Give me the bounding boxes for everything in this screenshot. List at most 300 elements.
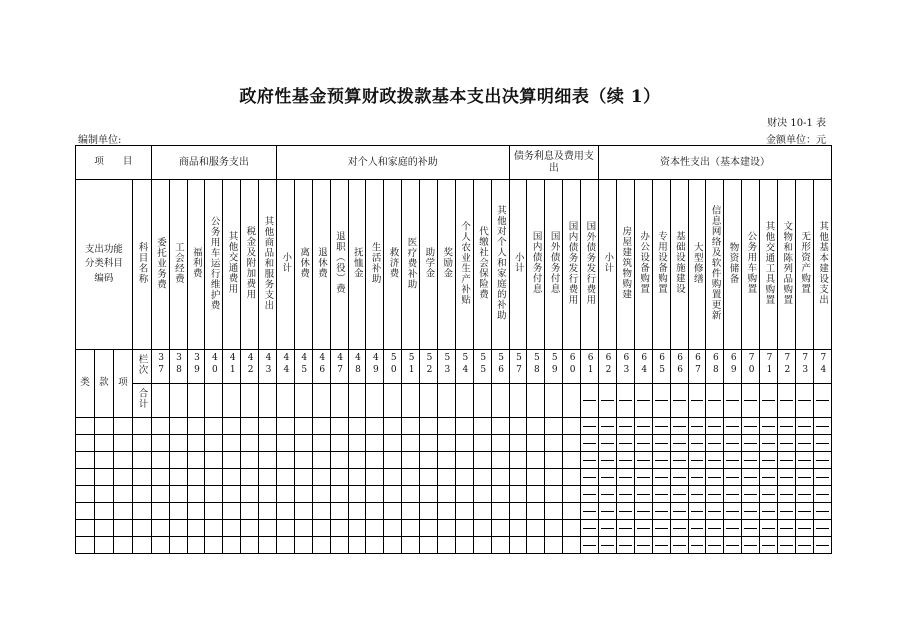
column-label: 助学金: [423, 247, 435, 279]
value-cell: [813, 418, 831, 435]
dash-mark: [780, 528, 793, 529]
dash-mark: [583, 528, 596, 529]
value-cell: [241, 486, 259, 503]
value-cell: [634, 435, 652, 452]
value-cell: [688, 418, 706, 435]
value-cell: [688, 452, 706, 469]
value-cell: [241, 384, 259, 418]
dash-mark: [708, 400, 721, 401]
value-cell: [330, 435, 348, 452]
value-cell: [778, 418, 796, 435]
value-cell: [241, 503, 259, 520]
value-cell: [545, 384, 563, 418]
value-cell: [527, 452, 545, 469]
value-cell: [778, 503, 796, 520]
value-cell: [473, 384, 491, 418]
value-cell: [438, 469, 456, 486]
value-cell: [420, 486, 438, 503]
value-cell: [491, 418, 509, 435]
value-cell: [438, 520, 456, 537]
group-header-0: [151, 146, 276, 180]
dash-mark: [619, 443, 632, 444]
value-cell: [402, 486, 420, 503]
dash-mark: [762, 443, 775, 444]
dash-mark: [655, 443, 668, 444]
dash-mark: [726, 494, 739, 495]
column-code: 66: [675, 352, 686, 377]
column-header-41: [223, 180, 241, 350]
value-cell: [294, 486, 312, 503]
column-code: 45: [299, 352, 310, 377]
column-code: 65: [657, 352, 668, 377]
value-cell: [688, 520, 706, 537]
value-cell: [473, 520, 491, 537]
value-cell: [509, 452, 527, 469]
value-cell: [527, 537, 545, 554]
value-cell: [795, 384, 813, 418]
code-cell: [113, 435, 132, 452]
dash-mark: [655, 460, 668, 461]
value-cell: [581, 537, 599, 554]
dash-mark: [673, 426, 686, 427]
code-cell: [113, 537, 132, 554]
dash-mark: [655, 477, 668, 478]
dash-mark: [619, 477, 632, 478]
value-cell: [670, 469, 688, 486]
dash-mark: [780, 400, 793, 401]
value-cell: [348, 435, 366, 452]
column-header-71: [760, 180, 778, 350]
value-cell: [294, 520, 312, 537]
value-cell: [778, 435, 796, 452]
column-header-70: [742, 180, 760, 350]
value-cell: [455, 435, 473, 452]
value-cell: [384, 384, 402, 418]
value-cell: [742, 452, 760, 469]
code-cell: [113, 520, 132, 537]
value-cell: [330, 418, 348, 435]
column-label: 委托业务费: [154, 236, 166, 290]
value-cell: [688, 469, 706, 486]
dash-mark: [744, 477, 757, 478]
value-cell: [670, 452, 688, 469]
value-cell: [438, 452, 456, 469]
subject-name-cell: [132, 418, 151, 435]
value-cell: [527, 384, 545, 418]
value-cell: [312, 384, 330, 418]
group-label: 债务利息及费用支出: [513, 151, 594, 174]
value-cell: [223, 435, 241, 452]
value-cell: [366, 418, 384, 435]
value-cell: [724, 537, 742, 554]
code-cell: [94, 418, 113, 435]
group-label: 资本性支出（基本建设）: [660, 156, 771, 168]
dash-mark: [762, 494, 775, 495]
value-cell: [277, 384, 295, 418]
column-code: 69: [728, 352, 739, 377]
column-header-62: [599, 180, 617, 350]
column-header-45: [294, 180, 312, 350]
value-cell: [581, 384, 599, 418]
value-cell: [384, 486, 402, 503]
value-cell: [617, 486, 635, 503]
column-label: 其他基本建设支出: [817, 220, 829, 305]
kind-header: [76, 350, 95, 418]
dash-mark: [619, 426, 632, 427]
dash-mark: [798, 545, 811, 546]
value-cell: [813, 452, 831, 469]
value-cell: [563, 384, 581, 418]
column-label: 救济费: [387, 247, 399, 279]
dash-mark: [780, 477, 793, 478]
value-cell: [438, 418, 456, 435]
dash-mark: [619, 460, 632, 461]
value-cell: [348, 520, 366, 537]
column-header-44: [277, 180, 295, 350]
value-cell: [742, 384, 760, 418]
value-cell: [402, 503, 420, 520]
value-cell: [259, 418, 277, 435]
dash-mark: [637, 477, 650, 478]
value-cell: [241, 452, 259, 469]
value-cell: [402, 452, 420, 469]
dash-mark: [583, 460, 596, 461]
value-cell: [581, 486, 599, 503]
value-cell: [402, 537, 420, 554]
dash-mark: [816, 545, 829, 546]
value-cell: [724, 384, 742, 418]
value-cell: [455, 452, 473, 469]
value-cell: [527, 418, 545, 435]
value-cell: [795, 418, 813, 435]
value-cell: [527, 486, 545, 503]
value-cell: [366, 503, 384, 520]
dash-mark: [619, 545, 632, 546]
column-code-52: [420, 350, 438, 384]
column-code: 47: [335, 352, 346, 377]
value-cell: [527, 503, 545, 520]
value-cell: [223, 537, 241, 554]
dash-mark: [708, 477, 721, 478]
dash-mark: [637, 443, 650, 444]
value-cell: [652, 537, 670, 554]
value-cell: [438, 503, 456, 520]
value-cell: [509, 486, 527, 503]
value-cell: [187, 486, 205, 503]
dash-mark: [744, 400, 757, 401]
value-cell: [760, 469, 778, 486]
total-label-cell: [132, 384, 151, 418]
column-header-37: [151, 180, 169, 350]
page-title: 政府性基金预算财政拨款基本支出决算明细表（续 1）: [239, 87, 661, 107]
value-cell: [617, 469, 635, 486]
value-cell: [169, 418, 187, 435]
value-cell: [259, 520, 277, 537]
value-cell: [617, 520, 635, 537]
column-code: 46: [317, 352, 328, 377]
value-cell: [420, 520, 438, 537]
column-code: 53: [442, 352, 453, 377]
value-cell: [277, 537, 295, 554]
dash-mark: [744, 460, 757, 461]
value-cell: [599, 435, 617, 452]
dash-mark: [726, 511, 739, 512]
column-label: 生活补助: [369, 241, 381, 284]
column-code-50: [384, 350, 402, 384]
column-code: 44: [281, 352, 292, 377]
value-cell: [473, 418, 491, 435]
value-cell: [724, 503, 742, 520]
value-cell: [491, 384, 509, 418]
value-cell: [634, 452, 652, 469]
column-code: 60: [567, 352, 578, 377]
value-cell: [312, 469, 330, 486]
column-code-62: [599, 350, 617, 384]
value-cell: [652, 418, 670, 435]
value-cell: [795, 469, 813, 486]
column-code: 67: [692, 352, 703, 377]
column-code-57: [509, 350, 527, 384]
value-cell: [813, 469, 831, 486]
value-cell: [438, 435, 456, 452]
value-cell: [813, 486, 831, 503]
value-cell: [724, 418, 742, 435]
table-row: [76, 537, 832, 554]
value-cell: [241, 435, 259, 452]
dash-mark: [655, 426, 668, 427]
value-cell: [455, 486, 473, 503]
value-cell: [420, 503, 438, 520]
value-cell: [223, 520, 241, 537]
table-row: [76, 520, 832, 537]
value-cell: [563, 537, 581, 554]
value-cell: [617, 503, 635, 520]
value-cell: [312, 486, 330, 503]
value-cell: [348, 503, 366, 520]
code-cell: [113, 452, 132, 469]
dash-mark: [780, 460, 793, 461]
project-label: 项 目: [94, 156, 133, 168]
value-cell: [330, 384, 348, 418]
value-cell: [634, 486, 652, 503]
dash-mark: [637, 528, 650, 529]
value-cell: [670, 537, 688, 554]
value-cell: [795, 486, 813, 503]
column-code: 51: [406, 352, 417, 377]
subject-name-cell: [132, 503, 151, 520]
column-code: 48: [352, 352, 363, 377]
dash-mark: [816, 426, 829, 427]
column-code-55: [473, 350, 491, 384]
dash-mark: [655, 528, 668, 529]
value-cell: [259, 452, 277, 469]
column-code-44: [277, 350, 295, 384]
compiling-unit-label: 编制单位:: [78, 135, 122, 146]
column-code-49: [366, 350, 384, 384]
form-number: 财决 10-1 表: [767, 118, 826, 129]
column-header-57: [509, 180, 527, 350]
value-cell: [402, 384, 420, 418]
column-header-54: [455, 180, 473, 350]
value-cell: [169, 537, 187, 554]
column-header-58: [527, 180, 545, 350]
column-code: 56: [496, 352, 507, 377]
dash-mark: [708, 460, 721, 461]
value-cell: [617, 452, 635, 469]
value-cell: [151, 384, 169, 418]
column-code: 50: [388, 352, 399, 377]
code-cell: [94, 520, 113, 537]
dash-mark: [762, 400, 775, 401]
dash-mark: [780, 511, 793, 512]
value-cell: [760, 384, 778, 418]
column-code: 62: [603, 352, 614, 377]
value-cell: [652, 435, 670, 452]
value-cell: [813, 384, 831, 418]
value-cell: [205, 486, 223, 503]
column-label: 大型修缮: [691, 241, 703, 284]
dash-mark: [673, 477, 686, 478]
subject-name-cell: [132, 486, 151, 503]
value-cell: [617, 418, 635, 435]
column-label: 房屋建筑物购建: [620, 226, 632, 300]
value-cell: [634, 537, 652, 554]
value-cell: [509, 418, 527, 435]
value-cell: [455, 503, 473, 520]
value-cell: [330, 503, 348, 520]
value-cell: [402, 418, 420, 435]
value-cell: [420, 452, 438, 469]
value-cell: [187, 537, 205, 554]
value-cell: [420, 418, 438, 435]
column-code-72: [778, 350, 796, 384]
column-code-38: [169, 350, 187, 384]
column-code: 54: [460, 352, 471, 377]
value-cell: [348, 486, 366, 503]
value-cell: [330, 520, 348, 537]
column-code: 49: [370, 352, 381, 377]
value-cell: [384, 418, 402, 435]
column-code: 71: [764, 352, 775, 377]
value-cell: [795, 435, 813, 452]
value-cell: [473, 452, 491, 469]
value-cell: [688, 503, 706, 520]
column-code: 70: [746, 352, 757, 377]
value-cell: [473, 503, 491, 520]
dash-mark: [601, 511, 614, 512]
value-cell: [760, 537, 778, 554]
value-cell: [688, 537, 706, 554]
value-cell: [760, 452, 778, 469]
value-cell: [581, 469, 599, 486]
value-cell: [652, 452, 670, 469]
column-label: 抚恤金: [351, 247, 363, 279]
value-cell: [670, 418, 688, 435]
value-cell: [348, 469, 366, 486]
column-code-73: [795, 350, 813, 384]
value-cell: [491, 486, 509, 503]
column-code-39: [187, 350, 205, 384]
dash-mark: [798, 460, 811, 461]
subject-name-label: 科目名称: [136, 241, 148, 284]
value-cell: [545, 418, 563, 435]
dash-mark: [816, 460, 829, 461]
column-code-56: [491, 350, 509, 384]
dash-mark: [708, 426, 721, 427]
dash-mark: [798, 477, 811, 478]
value-cell: [455, 520, 473, 537]
column-code: 38: [174, 352, 185, 377]
value-cell: [545, 520, 563, 537]
value-cell: [724, 452, 742, 469]
dash-mark: [708, 494, 721, 495]
subject-name-cell: [132, 435, 151, 452]
value-cell: [366, 469, 384, 486]
value-cell: [742, 520, 760, 537]
column-code-37: [151, 350, 169, 384]
value-cell: [241, 520, 259, 537]
group-header-1: [277, 146, 510, 180]
column-header-72: [778, 180, 796, 350]
value-cell: [151, 503, 169, 520]
column-label: 公务用车运行维护费: [208, 215, 220, 311]
dash-mark: [583, 426, 596, 427]
value-cell: [312, 435, 330, 452]
column-label: 奖励金: [441, 247, 453, 279]
value-cell: [259, 503, 277, 520]
value-cell: [223, 384, 241, 418]
value-cell: [259, 384, 277, 418]
column-label: 小计: [602, 252, 614, 274]
dash-mark: [816, 477, 829, 478]
column-code: 74: [818, 352, 829, 377]
dash-mark: [691, 545, 704, 546]
function-code-label: 支出功能分类科目编码: [84, 244, 123, 284]
table-row: [76, 503, 832, 520]
column-header-40: [205, 180, 223, 350]
code-cell: [76, 537, 95, 554]
total-label: 合计: [136, 388, 148, 410]
value-cell: [294, 452, 312, 469]
value-cell: [545, 452, 563, 469]
value-cell: [795, 520, 813, 537]
column-label: 专用设备购置: [655, 231, 667, 295]
value-cell: [509, 435, 527, 452]
column-code: 39: [191, 352, 202, 377]
dash-mark: [601, 494, 614, 495]
value-cell: [778, 486, 796, 503]
value-cell: [760, 520, 778, 537]
value-cell: [724, 486, 742, 503]
value-cell: [205, 435, 223, 452]
dash-mark: [744, 443, 757, 444]
dash-mark: [691, 426, 704, 427]
code-cell: [76, 452, 95, 469]
expenditure-table: [75, 145, 832, 554]
column-code: 43: [263, 352, 274, 377]
column-code: 37: [156, 352, 167, 377]
value-cell: [813, 520, 831, 537]
value-cell: [169, 452, 187, 469]
dash-mark: [583, 443, 596, 444]
value-cell: [169, 469, 187, 486]
value-cell: [742, 418, 760, 435]
dash-mark: [708, 511, 721, 512]
column-header-46: [312, 180, 330, 350]
value-cell: [205, 537, 223, 554]
value-cell: [778, 469, 796, 486]
dash-mark: [762, 545, 775, 546]
